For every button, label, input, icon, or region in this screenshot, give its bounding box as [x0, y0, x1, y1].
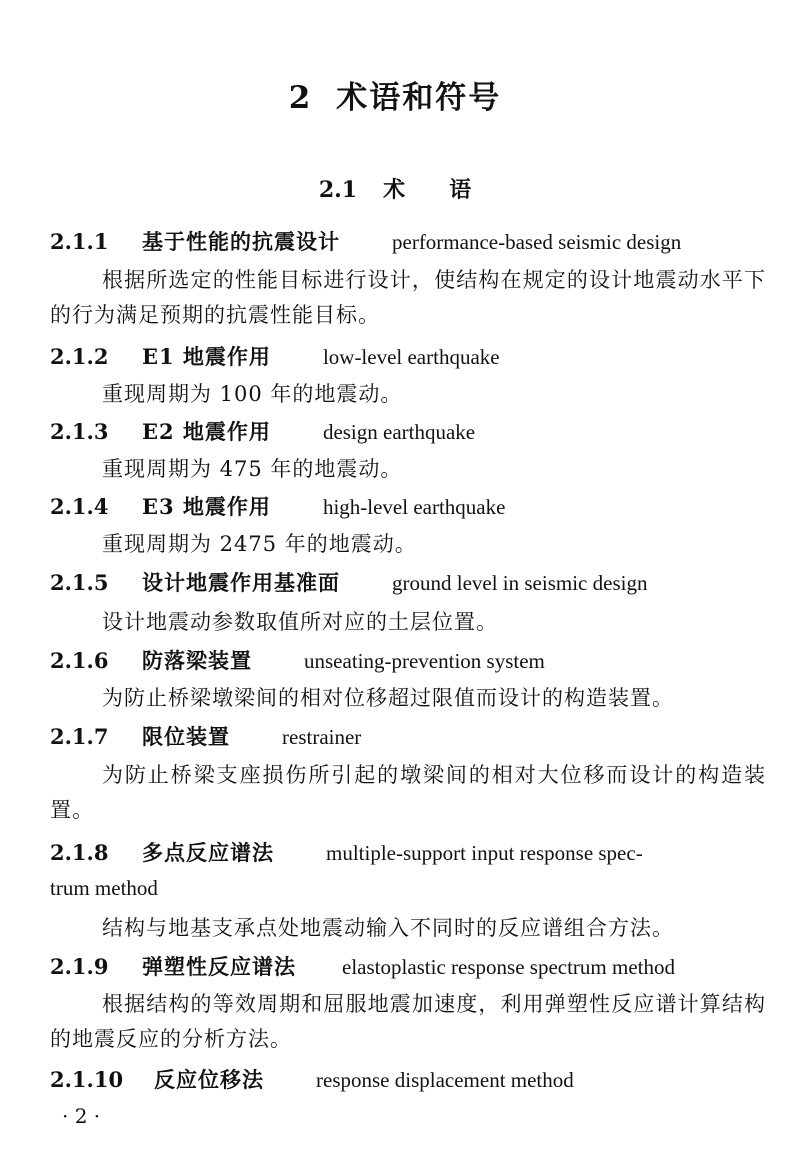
term-heading [50, 490, 770, 524]
term-english: unseating-prevention system [304, 649, 545, 673]
term-heading [50, 950, 770, 984]
term-definition: 设计地震动参数取值所对应的土层位置。 [102, 610, 498, 634]
page-number: · 2 · [62, 1104, 101, 1128]
term-definition: 重现周期为 475 年的地震动。 [102, 457, 403, 481]
term-heading [50, 720, 770, 754]
term-definition: 结构与地基支承点处地震动输入不同时的反应谱组合方法。 [102, 916, 674, 940]
chapter-name: 术语和符号 [336, 80, 502, 116]
term-english: design earthquake [322, 420, 476, 444]
term-english: multiple-support input response spec- [326, 841, 643, 865]
term-english-continuation: trum method [50, 876, 158, 900]
term-number: 2.1.3 [50, 419, 109, 444]
term-heading [50, 340, 770, 374]
term-definition: 根据结构的等效周期和屈服地震加速度，利用弹塑性反应谱计算结构的地震反应的分析方法。 [50, 992, 766, 1051]
term-heading-continuation [50, 871, 770, 905]
term-english: elastoplastic response spectrum method [342, 955, 675, 979]
term-definition: 重现周期为 2475 年的地震动。 [102, 532, 417, 556]
term-definition: 重现周期为 100 年的地震动。 [102, 382, 403, 406]
term-chinese: 设计地震作用基准面 [142, 570, 340, 595]
term-heading [50, 415, 770, 449]
term-heading [50, 644, 770, 678]
term-number: 2.1.2 [50, 344, 109, 369]
term-definition: 根据所选定的性能目标进行设计，使结构在规定的设计地震动水平下的行为满足预期的抗震性能目标。 [50, 268, 766, 327]
term-definition: 为防止桥梁支座损伤所引起的墩梁间的相对大位移而设计的构造装置。 [50, 763, 766, 822]
term-heading [50, 225, 770, 259]
section-name-part-1: 术 [383, 177, 406, 203]
term-chinese: 基于性能的抗震设计 [142, 229, 340, 254]
term-number: 2.1.9 [50, 954, 109, 979]
term-chinese: 多点反应谱法 [142, 840, 274, 865]
term-number: 2.1.6 [50, 648, 109, 673]
term-english: low-level earthquake [322, 345, 500, 369]
term-number: 2.1.4 [50, 494, 109, 519]
term-chinese: 防落梁装置 [142, 648, 252, 673]
term-chinese: E3 地震作用 [142, 494, 271, 519]
term-definition: 为防止桥梁墩梁间的相对位移超过限值而设计的构造装置。 [102, 686, 674, 710]
section-name-part-2: 语 [449, 177, 472, 203]
term-heading [50, 566, 770, 600]
section-title [0, 173, 790, 204]
term-english: ground level in seismic design [392, 571, 648, 595]
term-chinese: 弹塑性反应谱法 [142, 954, 296, 979]
term-heading [50, 836, 770, 870]
term-number: 2.1.10 [50, 1067, 124, 1092]
term-number: 2.1.8 [50, 840, 109, 865]
term-english: performance-based seismic design [392, 230, 682, 254]
term-english: high-level earthquake [322, 495, 506, 519]
term-english: restrainer [282, 725, 362, 749]
term-number: 2.1.1 [50, 229, 109, 254]
section-number: 2.1 [318, 177, 358, 203]
term-number: 2.1.7 [50, 724, 109, 749]
term-chinese: E2 地震作用 [142, 419, 271, 444]
chapter-number: 2 [288, 80, 313, 116]
term-chinese: E1 地震作用 [142, 344, 271, 369]
term-chinese: 反应位移法 [154, 1067, 264, 1092]
term-english: response displacement method [316, 1068, 574, 1092]
term-heading [50, 1063, 770, 1097]
chapter-title [0, 72, 790, 117]
term-chinese: 限位装置 [142, 724, 230, 749]
term-number: 2.1.5 [50, 570, 109, 595]
